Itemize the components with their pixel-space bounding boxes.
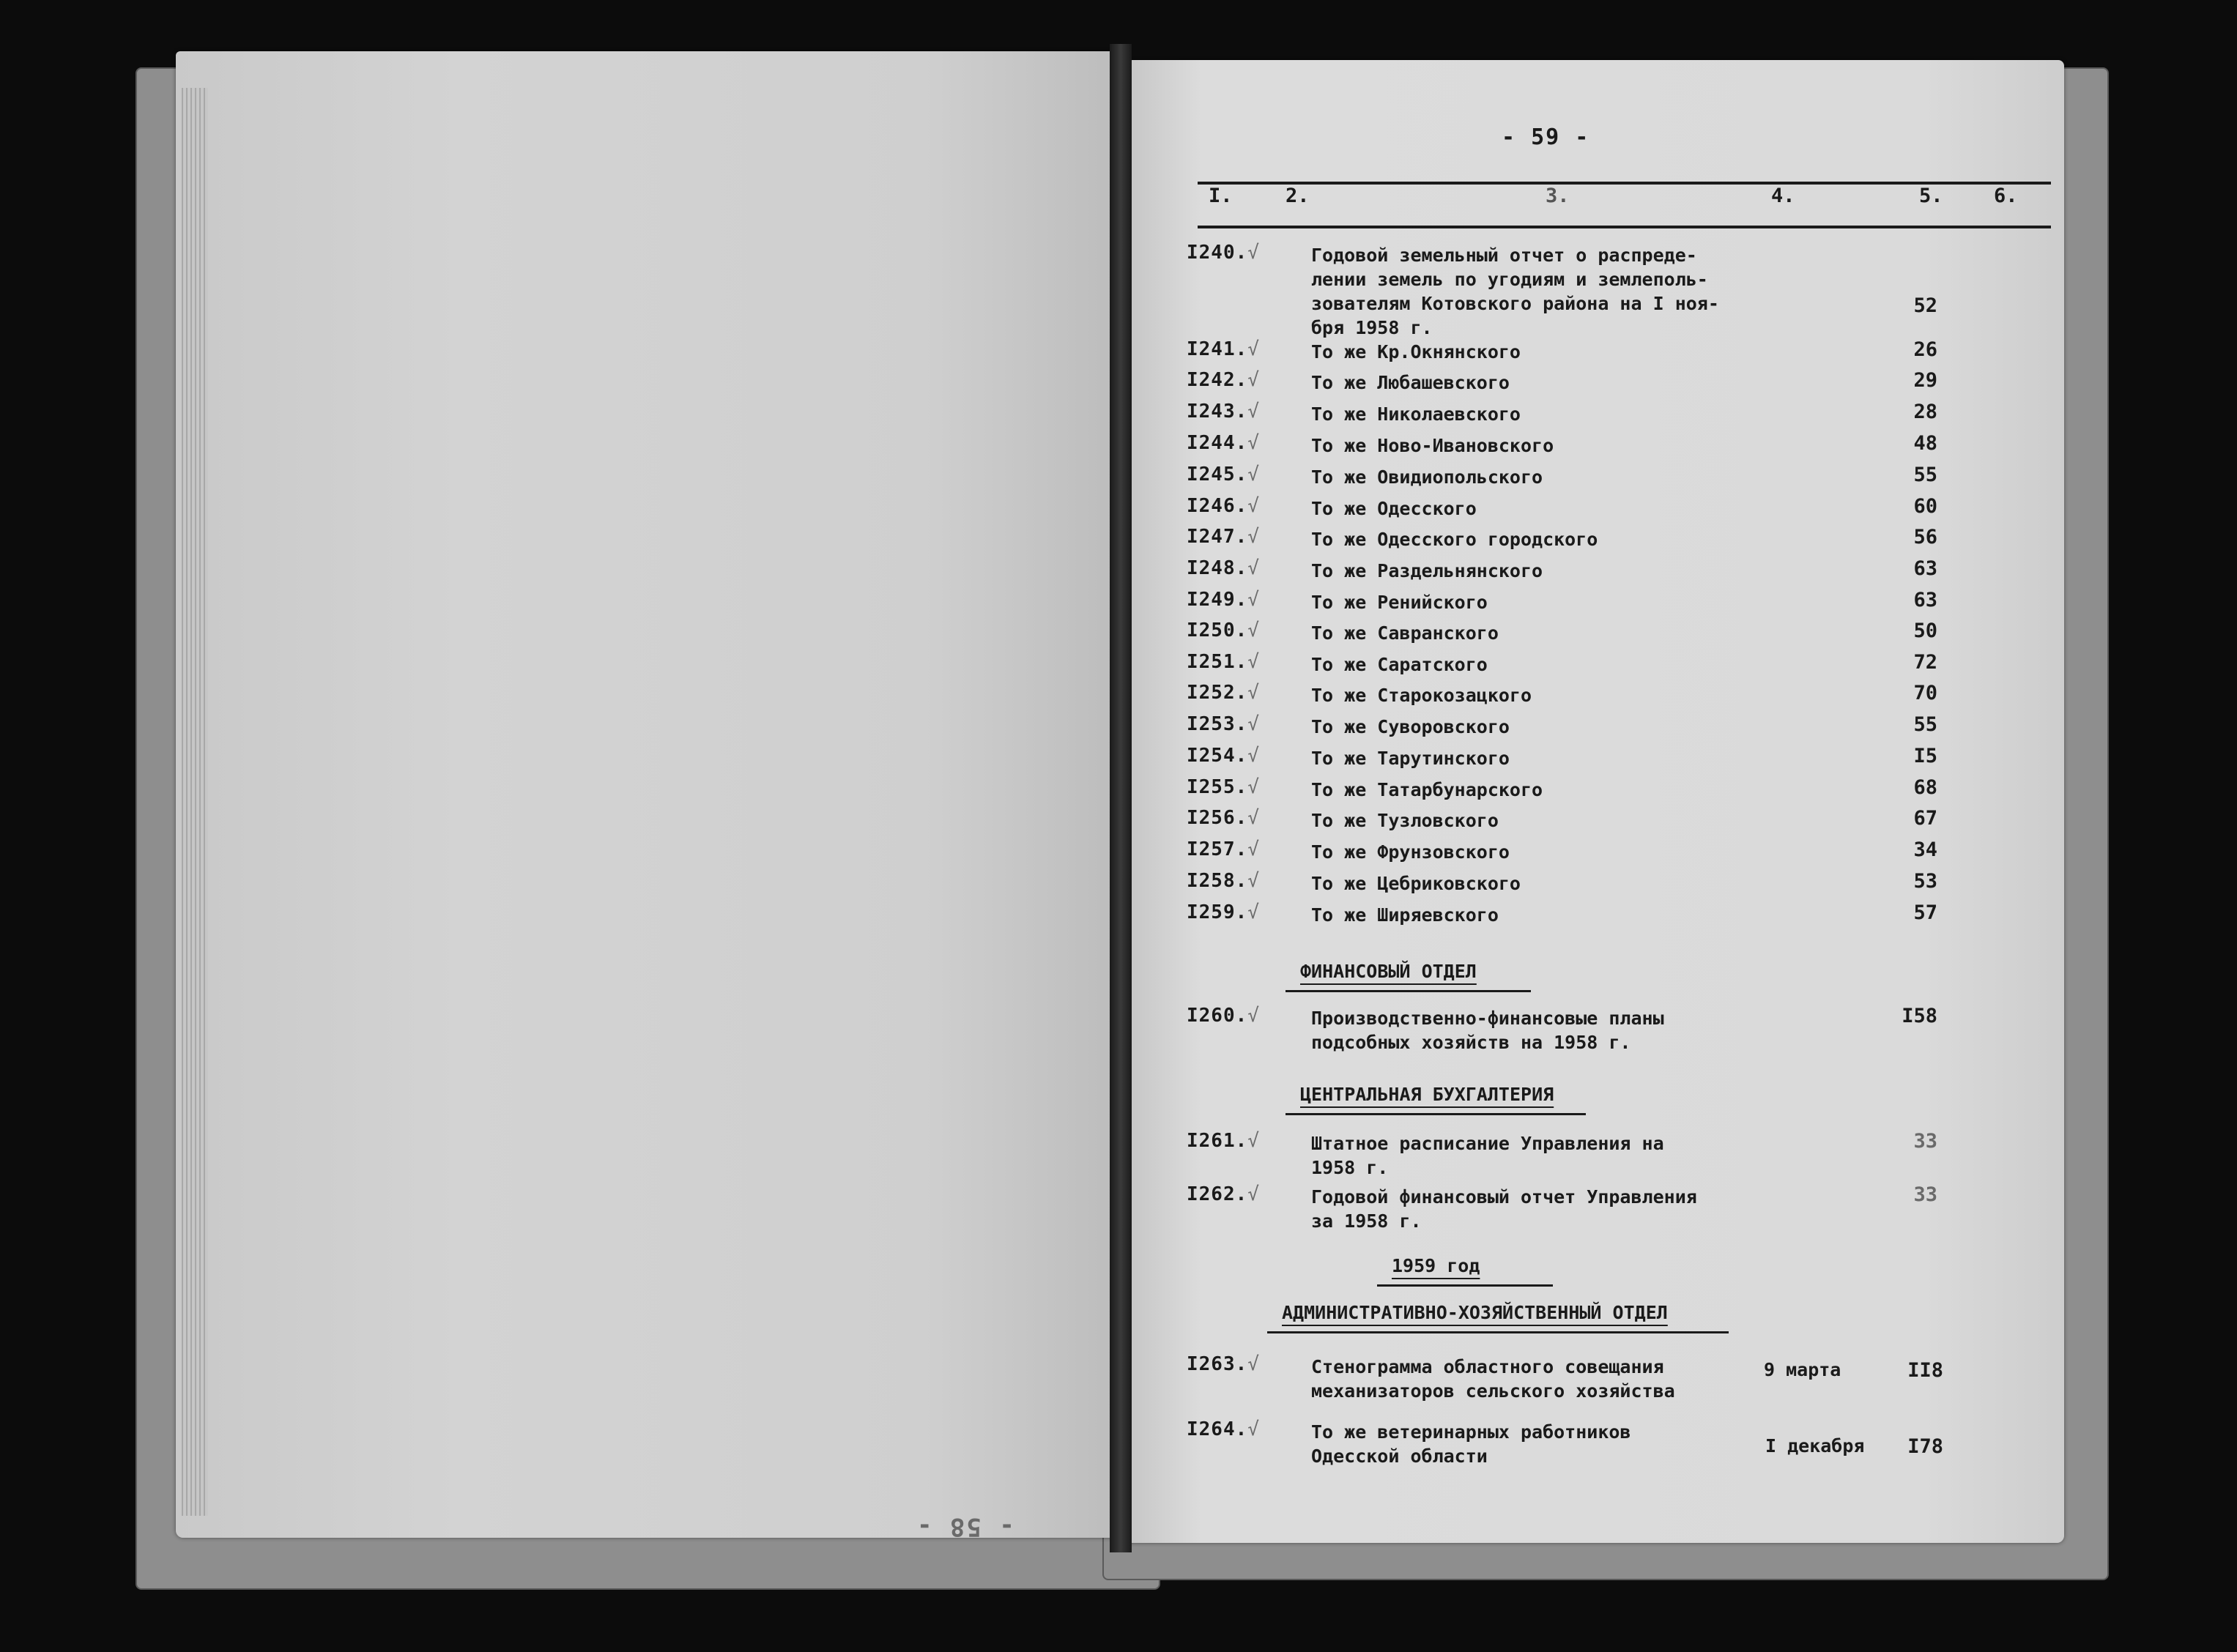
check-mark-icon: √ (1247, 620, 1260, 641)
entry-sheet-count: 33 (1913, 1183, 1937, 1206)
entry-description-line: 1958 г. (1311, 1157, 1389, 1178)
column-header-6: 6. (1994, 185, 2018, 207)
check-mark-icon: √ (1247, 713, 1260, 735)
entry-description-line: То же Любашевского (1311, 372, 1510, 393)
check-mark-icon: √ (1247, 338, 1260, 360)
entry-number-text: I254. (1187, 745, 1248, 767)
entry-sheet-count: II8 (1907, 1359, 1943, 1382)
entry-description-line: за 1958 г. (1311, 1210, 1422, 1232)
entry-description-line: То же Савранского (1311, 622, 1499, 644)
entry-description-line: То же Одесского (1311, 498, 1477, 519)
entry-number-text: I241. (1187, 338, 1248, 360)
check-mark-icon: √ (1247, 1130, 1260, 1152)
entry-description-line: То же Суворовского (1311, 716, 1510, 737)
entry-description-line: зователям Котовского района на I ноя- (1311, 293, 1719, 314)
entry-number-text: I249. (1187, 589, 1248, 611)
entry-description-line: То же Одесского городского (1311, 529, 1598, 550)
check-mark-icon: √ (1247, 369, 1260, 391)
entry-sheet-count: 68 (1913, 776, 1937, 799)
entry-number-text: I244. (1187, 432, 1248, 454)
entry-number-text: I251. (1187, 651, 1248, 673)
entry-sheet-count: 26 (1913, 338, 1937, 361)
entry-description (1311, 621, 1499, 645)
entry-number-text: I240. (1187, 242, 1248, 264)
entry-description (1311, 1185, 1697, 1233)
entry-date: 9 марта (1764, 1359, 1841, 1380)
entry-description-line: Штатное расписание Управления на (1311, 1133, 1664, 1154)
entry-number-text: I253. (1187, 713, 1248, 735)
entry-number (1187, 807, 1260, 829)
entry-sheet-count: 56 (1913, 526, 1937, 548)
entry-number (1187, 620, 1260, 641)
check-mark-icon: √ (1247, 589, 1260, 611)
entry-number (1187, 1353, 1260, 1375)
entry-sheet-count: 29 (1913, 369, 1937, 392)
entry-number-text: I258. (1187, 870, 1248, 892)
section-underline (1286, 990, 1531, 992)
section-heading: ФИНАНСОВЫЙ ОТДЕЛ (1300, 961, 1477, 982)
entry-description-line: Стенограмма областного совещания (1311, 1356, 1664, 1377)
entry-sheet-count: 63 (1913, 557, 1937, 580)
check-mark-icon: √ (1247, 682, 1260, 704)
entry-number-text: I259. (1187, 901, 1248, 923)
entry-sheet-count: 67 (1913, 807, 1937, 830)
entry-description-line: То же Раздельнянского (1311, 560, 1543, 581)
entry-number (1187, 338, 1260, 360)
entry-number (1187, 1183, 1260, 1205)
entry-description (1311, 808, 1499, 833)
entry-description (1311, 683, 1532, 707)
check-mark-icon: √ (1247, 776, 1260, 798)
check-mark-icon: √ (1247, 1005, 1260, 1027)
section-heading: ЦЕНТРАЛЬНАЯ БУХГАЛТЕРИЯ (1300, 1084, 1554, 1105)
entry-description (1311, 871, 1521, 896)
entry-number (1187, 838, 1260, 860)
entry-description-line: Годовой земельный отчет о распреде- (1311, 245, 1697, 266)
entry-number (1187, 682, 1260, 704)
entry-number (1187, 464, 1260, 485)
entry-description (1311, 590, 1488, 614)
entry-description-line: лении земель по угодиям и землеполь- (1311, 269, 1708, 290)
entry-sheet-count: 53 (1913, 870, 1937, 893)
section-underline (1267, 1331, 1729, 1333)
entry-number (1187, 1130, 1260, 1152)
entry-sheet-count: 50 (1913, 620, 1937, 642)
entry-number-text: I250. (1187, 620, 1248, 641)
entry-number-text: I243. (1187, 401, 1248, 423)
entry-date: I декабря (1765, 1435, 1865, 1456)
check-mark-icon: √ (1247, 1418, 1260, 1440)
entry-description-line: То же Татарбунарского (1311, 779, 1543, 800)
entry-description-line: бря 1958 г. (1311, 317, 1433, 338)
column-header-5: 5. (1919, 185, 1943, 207)
column-header-2: 2. (1286, 185, 1310, 207)
check-mark-icon: √ (1247, 557, 1260, 579)
entry-number (1187, 901, 1260, 923)
entry-sheet-count: 60 (1913, 495, 1937, 518)
section-heading: 1959 год (1392, 1255, 1480, 1276)
check-mark-icon: √ (1247, 495, 1260, 517)
entry-description-line: подсобных хозяйств на 1958 г. (1311, 1032, 1631, 1053)
entry-description-line: То же Старокозацкого (1311, 685, 1532, 706)
check-mark-icon: √ (1247, 651, 1260, 673)
check-mark-icon: √ (1247, 1353, 1260, 1375)
entry-description-line: То же Саратского (1311, 654, 1488, 675)
entry-sheet-count: I5 (1913, 745, 1937, 767)
entry-description (1311, 840, 1510, 864)
entry-number-text: I248. (1187, 557, 1248, 579)
entry-number (1187, 713, 1260, 735)
check-mark-icon: √ (1247, 870, 1260, 892)
entry-number (1187, 1418, 1260, 1440)
entry-number (1187, 651, 1260, 673)
section-heading: АДМИНИСТРАТИВНО-ХОЗЯЙСТВЕННЫЙ ОТДЕЛ (1282, 1302, 1668, 1323)
entry-sheet-count: 28 (1913, 401, 1937, 423)
entry-number (1187, 745, 1260, 767)
entry-sheet-count: I78 (1907, 1435, 1943, 1458)
entry-description-line: То же Тузловского (1311, 810, 1499, 831)
entry-description-line: механизаторов сельского хозяйства (1311, 1380, 1675, 1402)
entry-sheet-count: 70 (1913, 682, 1937, 704)
entry-description (1311, 340, 1521, 364)
left-page-mirrored-number: - 58 - (916, 1512, 1014, 1541)
entry-number (1187, 369, 1260, 391)
entry-number-text: I255. (1187, 776, 1248, 798)
entry-description-line: То же Ренийского (1311, 592, 1488, 613)
entry-number (1187, 526, 1260, 548)
check-mark-icon: √ (1247, 901, 1260, 923)
entry-description (1311, 402, 1521, 426)
entry-description (1311, 559, 1543, 583)
check-mark-icon: √ (1247, 1183, 1260, 1205)
entry-description (1311, 778, 1543, 802)
entry-sheet-count: 72 (1913, 651, 1937, 674)
entry-description (1311, 434, 1554, 458)
entry-number (1187, 870, 1260, 892)
entry-sheet-count: 63 (1913, 589, 1937, 611)
entry-number (1187, 589, 1260, 611)
entry-description-line: Одесской области (1311, 1446, 1488, 1467)
check-mark-icon: √ (1247, 464, 1260, 485)
section-underline (1377, 1284, 1553, 1287)
entry-sheet-count: 55 (1913, 464, 1937, 486)
entry-description-line: Производственно-финансовые планы (1311, 1008, 1664, 1029)
entry-description (1311, 652, 1488, 677)
entry-description-line: Годовой финансовый отчет Управления (1311, 1186, 1697, 1208)
entry-sheet-count: 52 (1913, 294, 1937, 317)
book-gutter (1110, 44, 1132, 1552)
entry-number (1187, 776, 1260, 798)
entry-description (1311, 496, 1477, 521)
entry-description (1311, 527, 1598, 551)
entry-description (1311, 243, 1719, 340)
entry-description (1311, 1006, 1664, 1054)
entry-number (1187, 495, 1260, 517)
entry-sheet-count: I58 (1902, 1005, 1937, 1027)
entry-number-text: I245. (1187, 464, 1248, 485)
entry-sheet-count: 55 (1913, 713, 1937, 736)
check-mark-icon: √ (1247, 432, 1260, 454)
entry-number (1187, 432, 1260, 454)
entry-number-text: I242. (1187, 369, 1248, 391)
check-mark-icon: √ (1247, 807, 1260, 829)
entry-number (1187, 1005, 1260, 1027)
page-number: - 59 - (1502, 124, 1590, 150)
entry-number-text: I256. (1187, 807, 1248, 829)
entry-number-text: I246. (1187, 495, 1248, 517)
entry-description-line: То же Кр.Окнянского (1311, 341, 1521, 362)
check-mark-icon: √ (1247, 838, 1260, 860)
entry-description-line: То же Ширяевского (1311, 904, 1499, 926)
entry-description-line: То же Фрунзовского (1311, 841, 1510, 863)
entry-description-line: То же ветеринарных работников (1311, 1421, 1631, 1443)
entry-description-line: То же Цебриковского (1311, 873, 1521, 894)
entry-description-line: То же Овидиопольского (1311, 466, 1543, 488)
left-page (176, 51, 1113, 1541)
entry-number-text: I260. (1187, 1005, 1248, 1027)
check-mark-icon: √ (1247, 745, 1260, 767)
entry-description (1311, 1355, 1675, 1403)
entry-description (1311, 746, 1510, 770)
entry-description-line: То же Ново-Ивановского (1311, 435, 1554, 456)
entry-description (1311, 715, 1510, 739)
entry-number-text: I247. (1187, 526, 1248, 548)
entry-number-text: I264. (1187, 1418, 1248, 1440)
entry-sheet-count: 48 (1913, 432, 1937, 455)
entry-description (1311, 903, 1499, 927)
column-header-4: 4. (1771, 185, 1795, 207)
check-mark-icon: √ (1247, 526, 1260, 548)
entry-description (1311, 465, 1543, 489)
entry-number-text: I262. (1187, 1183, 1248, 1205)
section-underline (1286, 1113, 1586, 1115)
entry-description (1311, 1420, 1631, 1468)
entry-description-line: То же Николаевского (1311, 403, 1521, 425)
column-header-3: 3. (1546, 185, 1570, 207)
entry-description (1311, 1131, 1664, 1180)
entry-number-text: I257. (1187, 838, 1248, 860)
entry-sheet-count: 33 (1913, 1130, 1937, 1153)
entry-number (1187, 557, 1260, 579)
check-mark-icon: √ (1247, 242, 1260, 264)
entry-number (1187, 401, 1260, 423)
entry-number (1187, 242, 1260, 264)
header-rule-bottom (1198, 226, 2051, 228)
entry-number-text: I261. (1187, 1130, 1248, 1152)
entry-sheet-count: 57 (1913, 901, 1937, 924)
entry-description (1311, 371, 1510, 395)
entry-sheet-count: 34 (1913, 838, 1937, 861)
column-header-1: I. (1209, 185, 1233, 207)
entry-number-text: I263. (1187, 1353, 1248, 1375)
entry-number-text: I252. (1187, 682, 1248, 704)
entry-description-line: То же Тарутинского (1311, 748, 1510, 769)
check-mark-icon: √ (1247, 401, 1260, 423)
